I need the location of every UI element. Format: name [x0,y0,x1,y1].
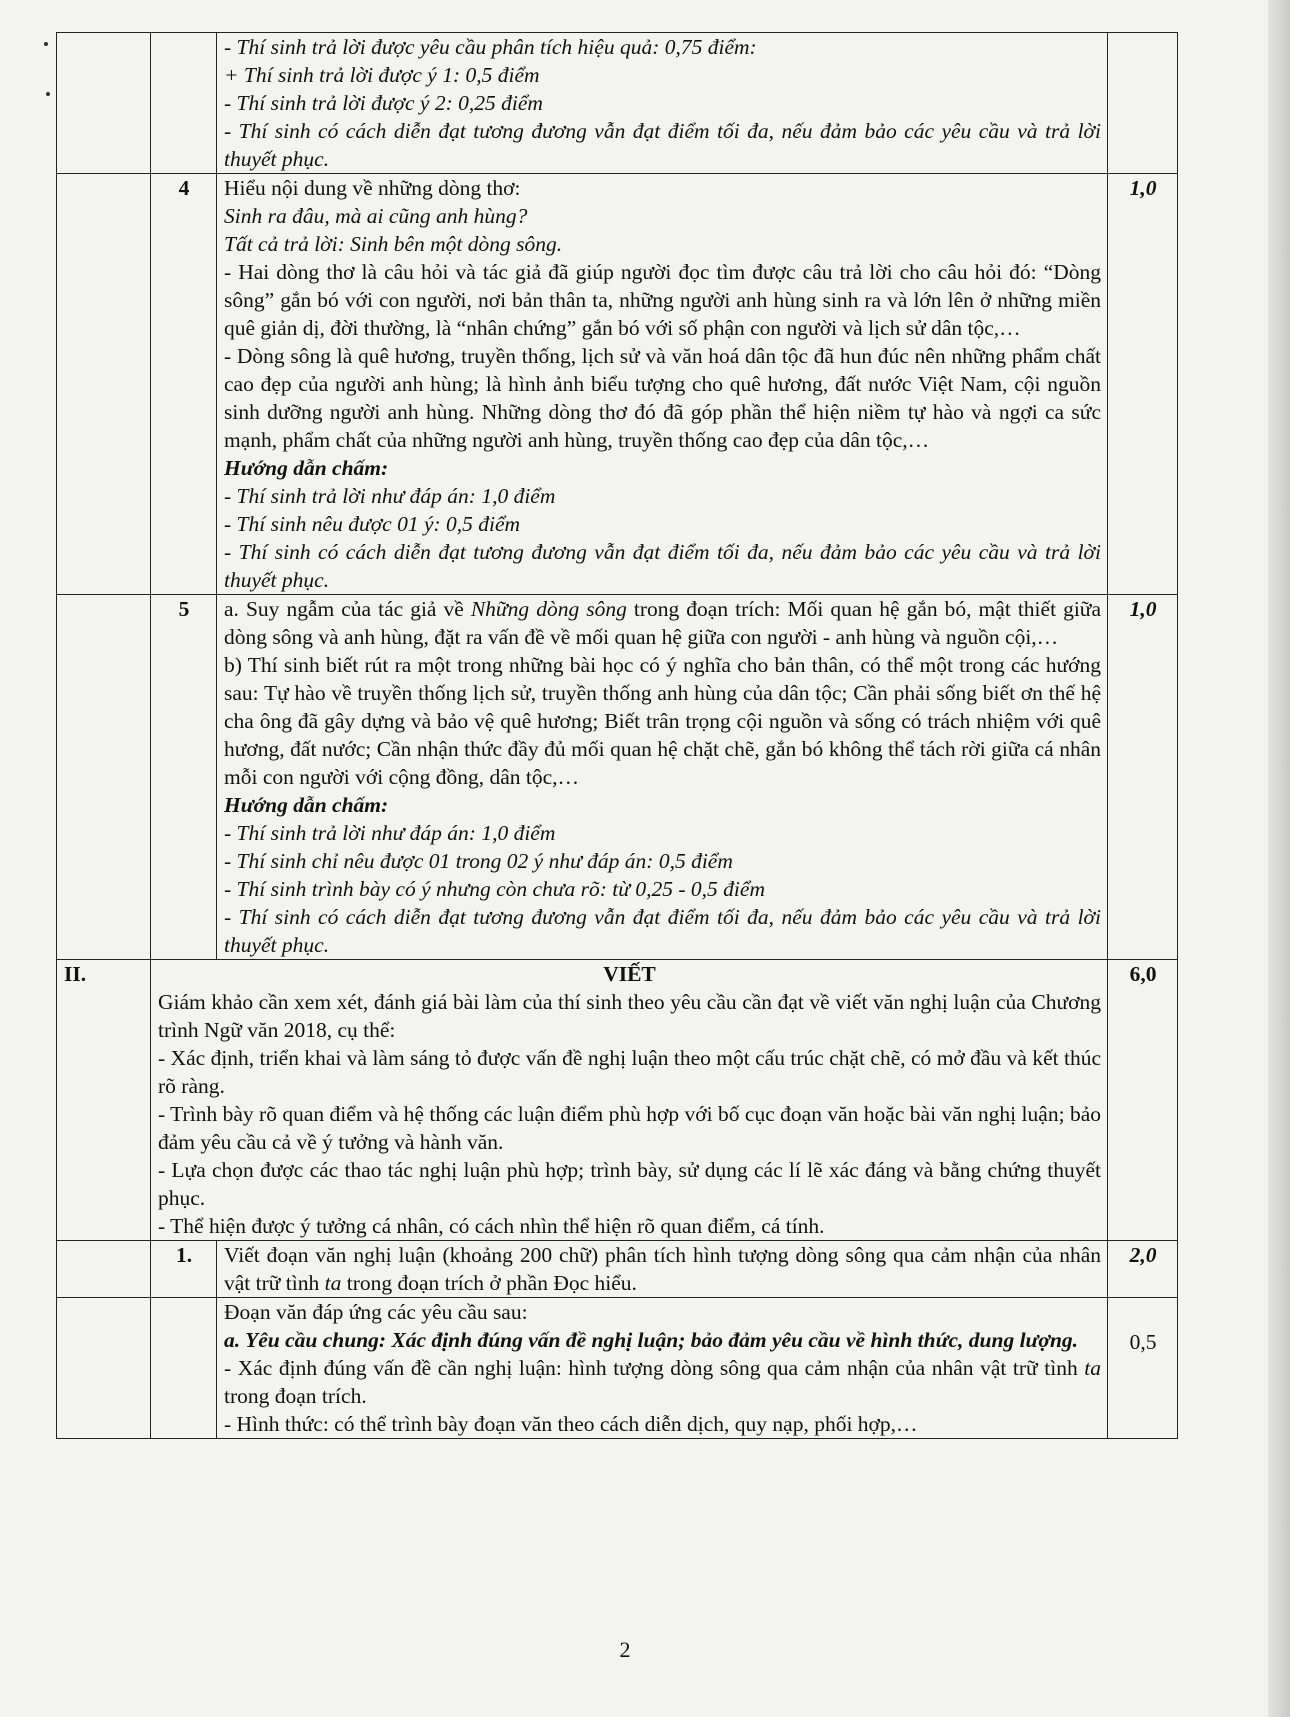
answer-text: trong đoạn trích: Mối quan hệ gắn bó, mật thiết giữa dòng sông và anh hùng, đặt ra vấn đề về mối quan hệ giữa con người - anh hùng và nguồn cội,… [224,597,1102,649]
poem-quote: Tất cả trả lời: Sinh bên một dòng sông. [224,232,563,256]
score-cell [1108,33,1178,174]
page-number: 2 [619,1637,631,1662]
question-number-cell [151,33,217,174]
table-row [57,595,1178,960]
guide-title: Hướng dẫn chấm: [224,793,389,817]
guide-line: - Thí sinh trả lời như đáp án: 1,0 điểm [224,484,556,508]
score-value: 6,0 [1108,960,1178,1241]
answer-cell [217,174,1108,595]
table-row [57,1298,1178,1439]
grading-table [56,32,1178,1439]
requirement-text: - Xác định đúng vấn đề cần nghị luận: hình tượng dòng sông qua cảm nhận của nhân vật trữ tình [224,1356,1085,1380]
task-emphasis: ta [324,1271,342,1295]
poem-quote: Sinh ra đâu, mà ai cũng anh hùng? [224,204,528,228]
requirement-lead: Đoạn văn đáp ứng các yêu cầu sau: [224,1300,528,1324]
requirement-line: - Lựa chọn được các thao tác nghị luận phù hợp; trình bày, sử dụng các lí lẽ xác đáng và bằng chứng thuyết phục. [158,1158,1101,1210]
guide-line: + Thí sinh trả lời được ý 1: 0,5 điểm [224,63,540,87]
guide-line: - Thí sinh nêu được 01 ý: 0,5 điểm [224,512,521,536]
question-number: 4 [151,174,217,595]
requirement-cell [217,1298,1108,1439]
section-cell [57,595,151,960]
guide-line: - Thí sinh trả lời được ý 2: 0,25 điểm [224,91,543,115]
answer-text: a. Suy ngẫm của tác giả về [224,597,471,621]
question-number: 5 [151,595,217,960]
guide-line: - Thí sinh trả lời như đáp án: 1,0 điểm [224,821,556,845]
answer-paragraph: - Dòng sông là quê hương, truyền thống, lịch sử và văn hoá dân tộc đã hun đúc nên những phẩm chất cao đẹp của người anh hùng; là hình ảnh biểu tượng cho quê hương, đất nước Việt Nam, cội nguồn sinh dưỡng người anh hùng. Những dòng thơ đó đã góp phần thể hiện niềm tự hào và ngợi ca sức mạnh, phẩm chất của những người anh hùng, truyền thống cao đẹp của dân tộc,… [224,344,1101,452]
table-row [57,1241,1178,1298]
score-value: 2,0 [1108,1241,1178,1298]
section-title: VIẾT [603,962,656,986]
scan-speck [44,42,48,46]
score-value: 1,0 [1108,174,1178,595]
answer-paragraph: - Hai dòng thơ là câu hỏi và tác giả đã giúp người đọc tìm được câu trả lời cho câu hỏi đó: “Dòng sông” gắn bó với con người, nơi bản thân ta, những người anh hùng sinh ra và lớn lên ở những miền quê giản dị, đời thường, là “nhân chứng” gắn bó với số phận con người và lịch sử dân tộc,… [224,260,1101,340]
answer-emphasis: Những dòng sông [470,597,627,621]
guide-line: - Thí sinh trình bày có ý nhưng còn chưa rõ: từ 0,25 - 0,5 điểm [224,877,765,901]
requirement-line: - Hình thức: có thể trình bày đoạn văn theo cách diễn dịch, quy nạp, phối hợp,… [224,1412,918,1436]
section-cell [57,1241,151,1298]
task-text: Viết đoạn văn nghị luận (khoảng 200 chữ) phân tích hình tượng dòng sông qua cảm nhận của nhân vật trữ tình [224,1243,1101,1295]
guide-line: - Thí sinh chỉ nêu được 01 trong 02 ý như đáp án: 0,5 điểm [224,849,733,873]
task-text: trong đoạn trích ở phần Đọc hiểu. [341,1271,637,1295]
answer-cell [217,33,1108,174]
requirement-line: - Xác định, triển khai và làm sáng tỏ được vấn đề nghị luận theo một cấu trúc chặt chẽ, có mở đầu và kết thúc rõ ràng. [158,1046,1101,1098]
requirement-text: trong đoạn trích. [224,1384,367,1408]
table-row [57,174,1178,595]
requirement-title: a. Yêu cầu chung: Xác định đúng vấn đề nghị luận; bảo đảm yêu cầu về hình thức, dung lượng. [224,1328,1079,1352]
question-intro: Hiểu nội dung về những dòng thơ: [224,176,521,200]
guide-line: - Thí sinh có cách diễn đạt tương đương vẫn đạt điểm tối đa, nếu đảm bảo các yêu cầu và trả lời thuyết phục. [224,119,1101,171]
guide-line: - Thí sinh có cách diễn đạt tương đương vẫn đạt điểm tối đa, nếu đảm bảo các yêu cầu và trả lời thuyết phục. [224,540,1101,592]
answer-paragraph-b: b) Thí sinh biết rút ra một trong những bài học có ý nghĩa cho bản thân, có thể một trong các hướng sau: Tự hào về truyền thống lịch sử, truyền thống anh hùng của dân tộc; Cần phải sống biết ơn thế hệ cha ông đã gây dựng và bảo vệ quê hương; Biết trân trọng cội nguồn và sống có trách nhiệm với quê hương, đất nước; Cần nhận thức đầy đủ mối quan hệ chặt chẽ, gắn bó không thể tách rời giữa cá nhân mỗi con người với cộng đồng, dân tộc,… [224,653,1101,789]
answer-paragraph-a [224,595,1101,651]
guide-line: - Thí sinh trả lời được yêu cầu phân tích hiệu quả: 0,75 điểm: [224,35,757,59]
section-intro: Giám khảo cần xem xét, đánh giá bài làm của thí sinh theo yêu cầu cần đạt về viết văn nghị luận của Chương trình Ngữ văn 2018, cụ thể: [158,990,1101,1042]
section-cell [57,33,151,174]
scan-speck [46,92,50,96]
question-number: 1. [151,1241,217,1298]
section-body [151,960,1108,1241]
section-cell [57,1298,151,1439]
requirement-line: - Thể hiện được ý tưởng cá nhân, có cách nhìn thể hiện rõ quan điểm, cá tính. [158,1214,825,1238]
requirement-line [224,1354,1101,1410]
task-cell [217,1241,1108,1298]
requirement-emphasis: ta [1084,1356,1101,1380]
score-value: 0,5 [1108,1298,1178,1439]
table-row [57,960,1178,1241]
section-cell [57,174,151,595]
page-edge-shadow [1268,0,1290,1717]
section-label: II. [57,960,151,1241]
score-value: 1,0 [1108,595,1178,960]
answer-cell [217,595,1108,960]
question-number-cell [151,1298,217,1439]
table-row [57,33,1178,174]
guide-line: - Thí sinh có cách diễn đạt tương đương vẫn đạt điểm tối đa, nếu đảm bảo các yêu cầu và trả lời thuyết phục. [224,905,1101,957]
guide-title: Hướng dẫn chấm: [224,456,389,480]
requirement-line: - Trình bày rõ quan điểm và hệ thống các luận điểm phù hợp với bố cục đoạn văn hoặc bài văn nghị luận; bảo đảm yêu cầu cả về ý tưởng và hành văn. [158,1102,1101,1154]
